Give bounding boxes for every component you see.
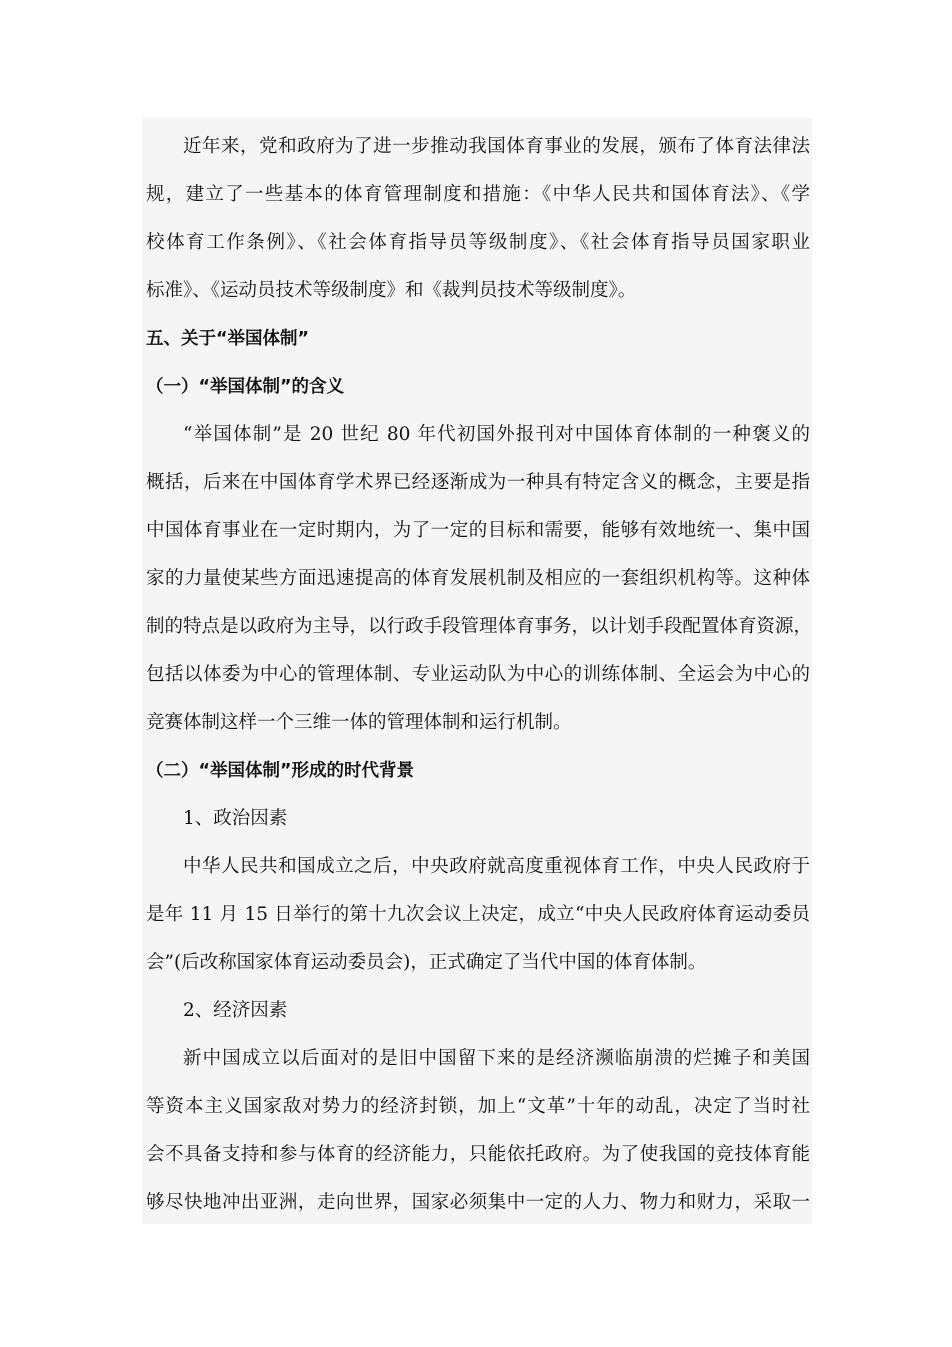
sub-item-label: 1、政治因素 [183, 808, 288, 829]
section-heading: 五、关于“举国体制” [146, 329, 310, 349]
paragraph-line: 会不具备支持和参与体育的经济能力，只能依托政府。为了使我国的竞技体育能 [146, 1144, 810, 1165]
paragraph-line: 中国体育事业在一定时期内，为了一定的目标和需要，能够有效地统一、集中国 [146, 520, 810, 541]
sub-item-label: 2、经济因素 [183, 1000, 288, 1021]
paragraph-line: 是年 11 月 15 日举行的第十九次会议上决定，成立“中央人民政府体育运动委员 [146, 904, 810, 925]
paragraph-line: 家的力量使某些方面迅速提高的体育发展机制及相应的一套组织机构等。这种体 [146, 568, 810, 589]
paragraph-line: 包括以体委为中心的管理体制、专业运动队为中心的训练体制、全运会为中心的 [146, 664, 810, 685]
paragraph-line: 新中国成立以后面对的是旧中国留下来的是经济濒临崩溃的烂摊子和美国 [183, 1048, 810, 1069]
paragraph-line: 中华人民共和国成立之后，中央政府就高度重视体育工作，中央人民政府于 [183, 856, 810, 877]
paragraph-line: 等资本主义国家敌对势力的经济封锁，加上“文革”十年的动乱，决定了当时社 [146, 1096, 810, 1117]
paragraph-line: “举国体制”是 20 世纪 80 年代初国外报刊对中国体育体制的一种褒义的 [183, 424, 810, 445]
document-body [146, 123, 813, 1227]
paragraph-line: 竞赛体制这样一个三维一体的管理体制和运行机制。 [146, 712, 572, 733]
paragraph-line: 制的特点是以政府为主导，以行政手段管理体育事务，以计划手段配置体育资源， [146, 616, 813, 637]
subsection-heading: （一）“举国体制”的含义 [146, 377, 345, 397]
paragraph-line: 够尽快地冲出亚洲，走向世界，国家必须集中一定的人力、物力和财力，采取一 [146, 1192, 810, 1213]
paragraph-line: 标准》、《运动员技术等级制度》和《裁判员技术等级制度》。 [146, 280, 637, 301]
paragraph-line: 校体育工作条例》、《社会体育指导员等级制度》、《社会体育指导员国家职业 [146, 232, 810, 253]
paragraph-line: 会”(后改称国家体育运动委员会)，正式确定了当代中国的体育体制。 [146, 952, 707, 973]
paragraph-line: 规，建立了一些基本的体育管理制度和措施：《中华人民共和国体育法》、《学 [146, 184, 810, 205]
paragraph-line: 概括，后来在中国体育学术界已经逐渐成为一种具有特定含义的概念，主要是指 [146, 472, 810, 493]
paragraph-line: 近年来，党和政府为了进一步推动我国体育事业的发展，颁布了体育法律法 [183, 136, 810, 157]
subsection-heading: （二）“举国体制”形成的时代背景 [146, 761, 415, 781]
